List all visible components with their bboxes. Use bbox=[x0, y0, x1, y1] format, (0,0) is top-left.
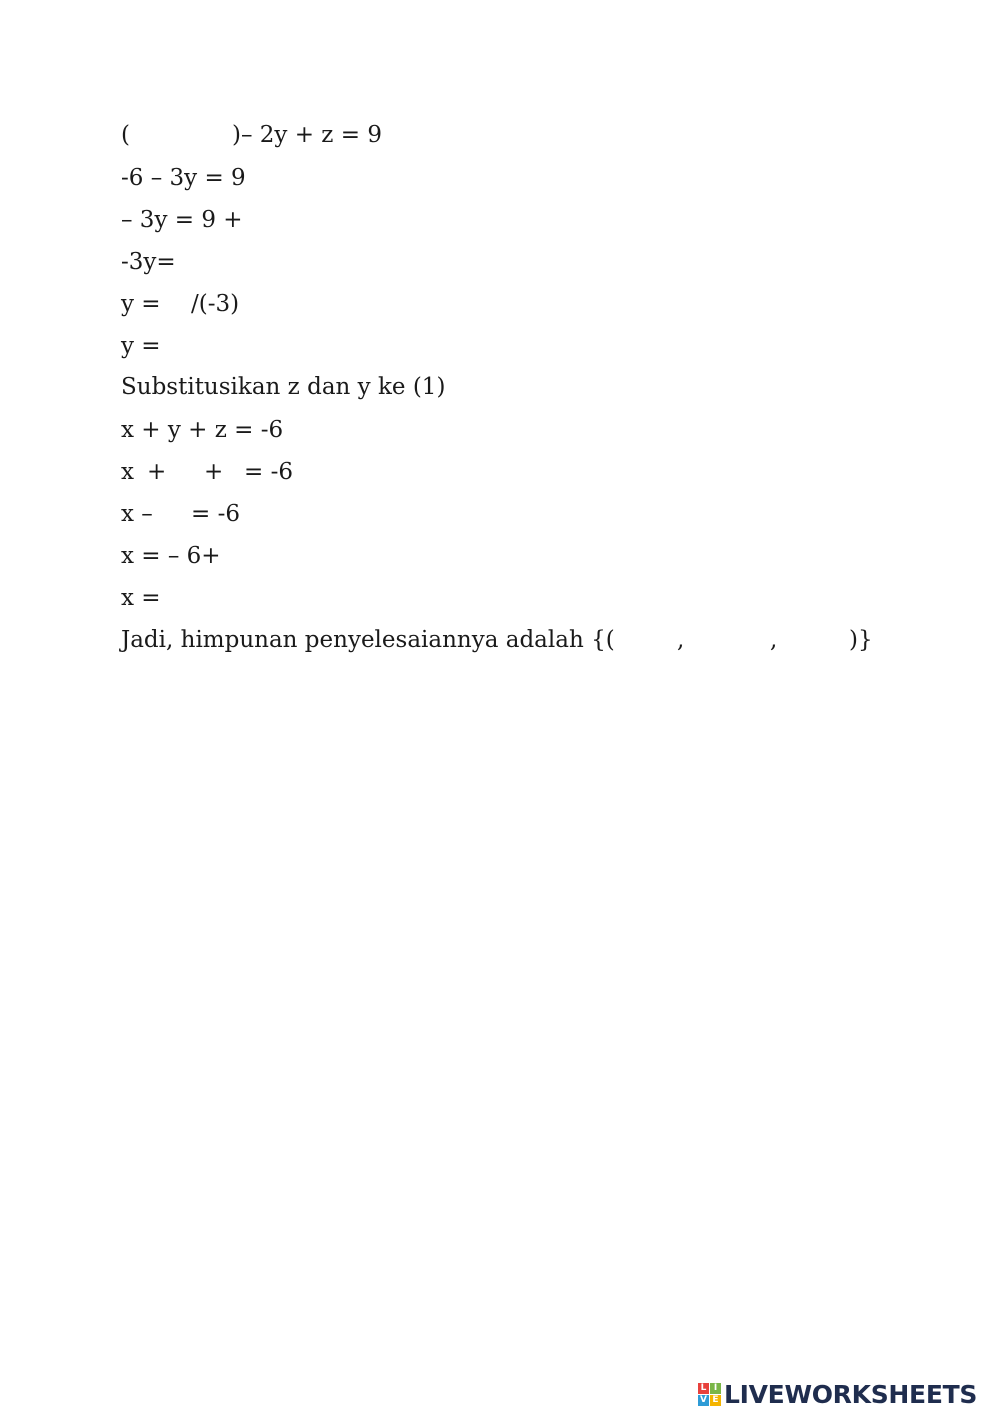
x-minus: x – bbox=[121, 501, 153, 527]
equation-line-3: – 3y = 9 + bbox=[121, 207, 243, 233]
open-paren: ( bbox=[121, 122, 130, 148]
comma-1: , bbox=[677, 627, 685, 653]
equals-minus-six: = -6 bbox=[244, 459, 293, 485]
divide-by-minus-three: /(-3) bbox=[191, 291, 240, 317]
equation-line-6: y = bbox=[121, 333, 161, 359]
plus-sign-2: + bbox=[204, 459, 224, 485]
equation-line-12: x = bbox=[121, 585, 161, 611]
logo-cell: V bbox=[698, 1395, 709, 1406]
liveworksheets-footer bbox=[698, 1378, 977, 1410]
x-term: x bbox=[121, 459, 134, 485]
logo-cell: E bbox=[710, 1395, 721, 1406]
equation-line-2: -6 – 3y = 9 bbox=[121, 165, 246, 191]
equation-line-8: x + y + z = -6 bbox=[121, 417, 284, 443]
equation-line-4: -3y= bbox=[121, 249, 176, 275]
liveworksheets-logo-icon bbox=[698, 1383, 721, 1406]
y-equals: y = bbox=[121, 291, 161, 317]
equation-rest: )– 2y + z = 9 bbox=[232, 122, 382, 148]
comma-2: , bbox=[770, 627, 778, 653]
liveworksheets-brand-text: LIVEWORKSHEETS bbox=[724, 1379, 978, 1409]
logo-cell: I bbox=[710, 1383, 721, 1394]
instruction-line: Substitusikan z dan y ke (1) bbox=[121, 374, 446, 400]
logo-cell: L bbox=[698, 1383, 709, 1394]
equals-minus-six: = -6 bbox=[191, 501, 240, 527]
equation-line-11: x = – 6+ bbox=[121, 543, 221, 569]
solution-set-label: Jadi, himpunan penyelesaiannya adalah {( bbox=[121, 627, 615, 653]
plus-sign-1: + bbox=[147, 459, 167, 485]
closing-brace: )} bbox=[849, 627, 873, 653]
